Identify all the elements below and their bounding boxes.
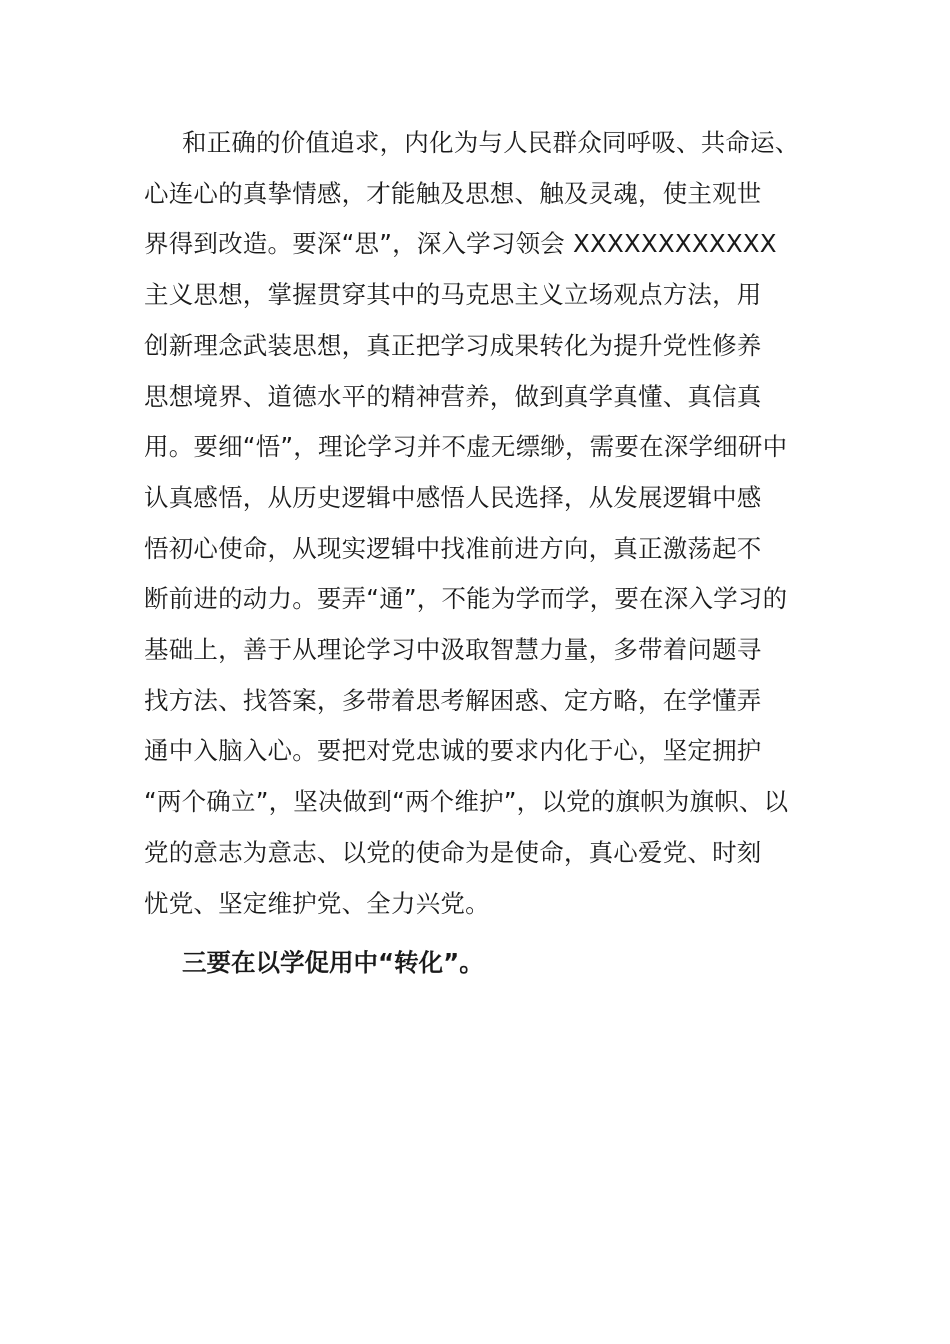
paragraph-line: 忧党、坚定维护党、全力兴党。 [144, 888, 490, 918]
paragraph-line: 主义思想，掌握贯穿其中的马克思主义立场观点方法，用 [144, 280, 762, 310]
paragraph-line: 和正确的价值追求，内化为与人民群众同呼吸、共命运、 [182, 128, 800, 157]
paragraph-line: 用。要细“悟”，理论学习并不虚无缥缈，需要在深学细研中 [144, 432, 788, 462]
paragraph-line: 心连心的真挚情感，才能触及思想、触及灵魂，使主观世 [144, 178, 762, 208]
paragraph-line: 认真感悟，从历史逻辑中感悟人民选择，从发展逻辑中感 [144, 482, 762, 512]
paragraph-line: 通中入脑入心。要把对党忠诚的要求内化于心，坚定拥护 [144, 736, 762, 766]
paragraph-line: 思想境界、道德水平的精神营养，做到真学真懂、真信真 [144, 381, 762, 411]
section-heading: 三要在以学促用中“转化”。 [182, 948, 484, 977]
paragraph-line: 党的意志为意志、以党的使命为是使命，真心爱党、时刻 [144, 837, 762, 867]
body-paragraph [144, 118, 824, 929]
paragraph-line: 找方法、找答案，多带着思考解困惑、定方略，在学懂弄 [144, 685, 762, 715]
paragraph-line: 基础上，善于从理论学习中汲取智慧力量，多带着问题寻 [144, 635, 762, 665]
paragraph-line: “两个确立”，坚决做到“两个维护”，以党的旗帜为旗帜、以 [144, 787, 789, 817]
paragraph-line: 界得到改造。要深“思”，深入学习领会 XXXXXXXXXXXX [144, 229, 777, 259]
paragraph-line: 断前进的动力。要弄“通”，不能为学而学，要在深入学习的 [144, 584, 788, 614]
paragraph-line: 悟初心使命，从现实逻辑中找准前进方向，真正激荡起不 [144, 533, 762, 563]
paragraph-line: 创新理念武装思想，真正把学习成果转化为提升党性修养 [144, 330, 762, 360]
